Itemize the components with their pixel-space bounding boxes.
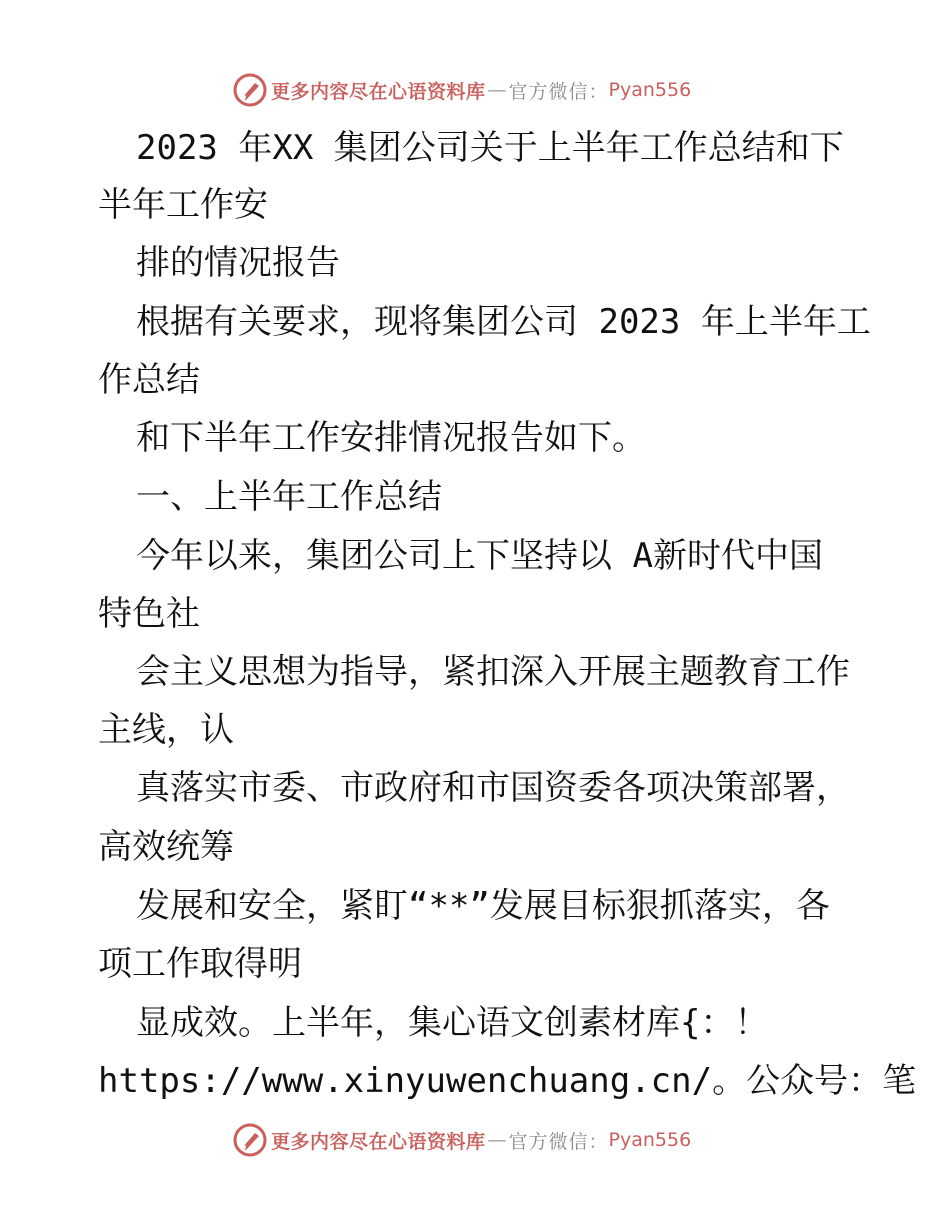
- title-line-2: 半年工作安: [98, 185, 268, 225]
- body-line: 特色社: [98, 594, 200, 634]
- url-line: https://www.xinyuwenchuang.cn/。公众号：笔: [98, 1061, 917, 1101]
- watermark-dash: —: [487, 79, 507, 101]
- title-line-3: 排的情况报告: [136, 243, 340, 283]
- footer-watermark: [233, 1120, 753, 1160]
- body-line: 项工作取得明: [98, 944, 302, 984]
- body-line: 主线，认: [98, 710, 234, 750]
- body-line: 发展和安全，紧盯“**”发展目标狠抓落实，各: [136, 886, 830, 926]
- watermark-title: 更多内容尽在心语资料库: [271, 1130, 486, 1153]
- watermark-dash: —: [487, 1129, 507, 1151]
- pen-logo-icon: [233, 73, 267, 107]
- body-line: 显成效。上半年，集心语文创素材库{：！: [136, 1003, 769, 1043]
- body-line: 会主义思想为指导，紧扣深入开展主题教育工作: [136, 652, 850, 692]
- title-line-1: 2023 年XX 集团公司关于上半年工作总结和下: [136, 128, 844, 168]
- body-line: 今年以来，集团公司上下坚持以 A新时代中国: [136, 536, 823, 576]
- body-line: 和下半年工作安排情况报告如下。: [136, 418, 646, 458]
- section-heading: 一、上半年工作总结: [136, 477, 442, 517]
- body-line: 作总结: [98, 360, 200, 400]
- watermark-title: 更多内容尽在心语资料库: [271, 80, 486, 103]
- body-line: 高效统筹: [98, 827, 234, 867]
- watermark-wechat-id: Pyan556: [608, 1129, 692, 1151]
- body-line: 真落实市委、市政府和市国资委各项决策部署，: [136, 768, 850, 808]
- body-line: 根据有关要求，现将集团公司 2023 年上半年工: [136, 302, 871, 342]
- header-watermark: [233, 70, 753, 110]
- watermark-wechat-label: 官方微信：: [508, 1130, 609, 1153]
- watermark-wechat-id: Pyan556: [608, 79, 692, 101]
- pen-logo-icon: [233, 1123, 267, 1157]
- watermark-wechat-label: 官方微信：: [508, 80, 609, 103]
